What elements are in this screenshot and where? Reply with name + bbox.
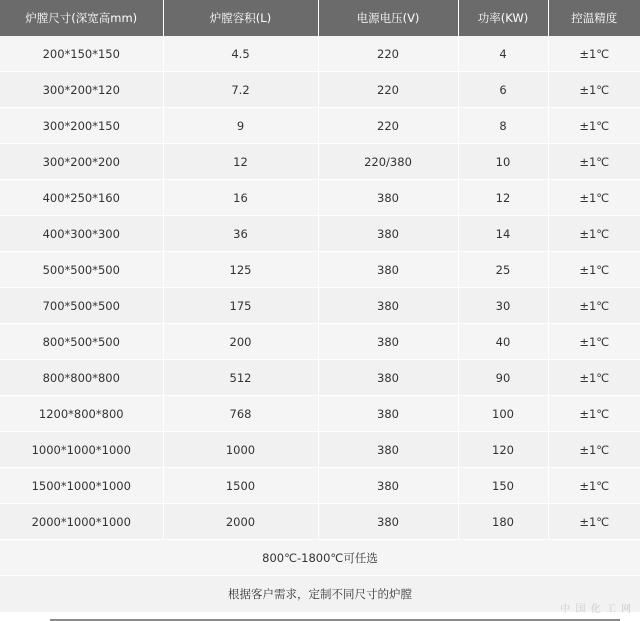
note-custom-size: 根据客户需求，定制不同尺寸的炉膛 <box>0 576 640 613</box>
table-row <box>0 108 640 144</box>
cell-chamber-size: 1500*1000*1000 <box>0 468 163 504</box>
cell-voltage: 380 <box>318 288 458 324</box>
cell-chamber-volume: 16 <box>163 180 318 216</box>
cell-temp-accuracy: ±1℃ <box>548 396 640 432</box>
cell-temp-accuracy: ±1℃ <box>548 108 640 144</box>
table-row <box>0 468 640 504</box>
cell-power: 150 <box>458 468 548 504</box>
note-row-custom <box>0 576 640 613</box>
cell-temp-accuracy: ±1℃ <box>548 216 640 252</box>
cell-chamber-volume: 512 <box>163 360 318 396</box>
cell-chamber-volume: 1500 <box>163 468 318 504</box>
cell-chamber-volume: 768 <box>163 396 318 432</box>
cell-power: 14 <box>458 216 548 252</box>
cell-voltage: 380 <box>318 180 458 216</box>
cell-voltage: 220/380 <box>318 144 458 180</box>
cell-chamber-size: 700*500*500 <box>0 288 163 324</box>
table-row <box>0 216 640 252</box>
cell-power: 120 <box>458 432 548 468</box>
table-row <box>0 144 640 180</box>
cell-temp-accuracy: ±1℃ <box>548 36 640 72</box>
cell-voltage: 380 <box>318 468 458 504</box>
cell-chamber-volume: 200 <box>163 324 318 360</box>
cell-power: 8 <box>458 108 548 144</box>
cell-chamber-volume: 2000 <box>163 504 318 540</box>
cell-chamber-volume: 125 <box>163 252 318 288</box>
cell-power: 90 <box>458 360 548 396</box>
table-row <box>0 432 640 468</box>
cell-chamber-volume: 12 <box>163 144 318 180</box>
header-voltage: 电源电压(V) <box>318 0 458 36</box>
note-row-range <box>0 540 640 576</box>
cell-chamber-size: 2000*1000*1000 <box>0 504 163 540</box>
header-temp-accuracy: 控温精度 <box>548 0 640 36</box>
cell-power: 30 <box>458 288 548 324</box>
header-power: 功率(KW) <box>458 0 548 36</box>
cell-power: 25 <box>458 252 548 288</box>
cell-voltage: 220 <box>318 72 458 108</box>
cell-voltage: 380 <box>318 432 458 468</box>
cell-voltage: 380 <box>318 252 458 288</box>
cell-temp-accuracy: ±1℃ <box>548 252 640 288</box>
cell-chamber-volume: 175 <box>163 288 318 324</box>
cell-power: 10 <box>458 144 548 180</box>
cell-power: 100 <box>458 396 548 432</box>
cell-power: 6 <box>458 72 548 108</box>
table-row <box>0 72 640 108</box>
cell-power: 4 <box>458 36 548 72</box>
cell-chamber-size: 400*300*300 <box>0 216 163 252</box>
cell-voltage: 380 <box>318 216 458 252</box>
cell-chamber-size: 1200*800*800 <box>0 396 163 432</box>
cell-chamber-size: 400*250*160 <box>0 180 163 216</box>
cell-voltage: 380 <box>318 396 458 432</box>
spec-body <box>0 36 640 613</box>
cell-power: 12 <box>458 180 548 216</box>
cell-temp-accuracy: ±1℃ <box>548 504 640 540</box>
cell-temp-accuracy: ±1℃ <box>548 324 640 360</box>
cell-chamber-size: 800*800*800 <box>0 360 163 396</box>
cell-chamber-size: 300*200*120 <box>0 72 163 108</box>
table-row <box>0 360 640 396</box>
table-row <box>0 252 640 288</box>
cell-temp-accuracy: ±1℃ <box>548 360 640 396</box>
table-row <box>0 504 640 540</box>
cell-chamber-volume: 9 <box>163 108 318 144</box>
table-row <box>0 36 640 72</box>
note-temperature-range: 800℃-1800℃可任选 <box>0 540 640 576</box>
cell-chamber-size: 200*150*150 <box>0 36 163 72</box>
cell-temp-accuracy: ±1℃ <box>548 288 640 324</box>
cell-voltage: 220 <box>318 108 458 144</box>
cell-voltage: 380 <box>318 324 458 360</box>
cell-temp-accuracy: ±1℃ <box>548 432 640 468</box>
cell-chamber-volume: 1000 <box>163 432 318 468</box>
cell-chamber-volume: 4.5 <box>163 36 318 72</box>
header-chamber-size: 炉膛尺寸(深宽高mm) <box>0 0 163 36</box>
cell-voltage: 380 <box>318 504 458 540</box>
cell-chamber-size: 300*200*200 <box>0 144 163 180</box>
cell-temp-accuracy: ±1℃ <box>548 144 640 180</box>
cell-chamber-volume: 7.2 <box>163 72 318 108</box>
cell-voltage: 380 <box>318 360 458 396</box>
table-row <box>0 324 640 360</box>
cell-chamber-size: 500*500*500 <box>0 252 163 288</box>
watermark-text: 中 国 化 工 网 <box>560 604 632 615</box>
table-row <box>0 288 640 324</box>
header-row <box>0 0 640 36</box>
cell-chamber-size: 800*500*500 <box>0 324 163 360</box>
cell-voltage: 220 <box>318 36 458 72</box>
header-chamber-volume: 炉膛容积(L) <box>163 0 318 36</box>
cell-temp-accuracy: ±1℃ <box>548 180 640 216</box>
cell-temp-accuracy: ±1℃ <box>548 72 640 108</box>
cell-temp-accuracy: ±1℃ <box>548 468 640 504</box>
table-row <box>0 180 640 216</box>
cell-chamber-volume: 36 <box>163 216 318 252</box>
cell-chamber-size: 1000*1000*1000 <box>0 432 163 468</box>
table-row <box>0 396 640 432</box>
cell-chamber-size: 300*200*150 <box>0 108 163 144</box>
cell-power: 40 <box>458 324 548 360</box>
cell-power: 180 <box>458 504 548 540</box>
